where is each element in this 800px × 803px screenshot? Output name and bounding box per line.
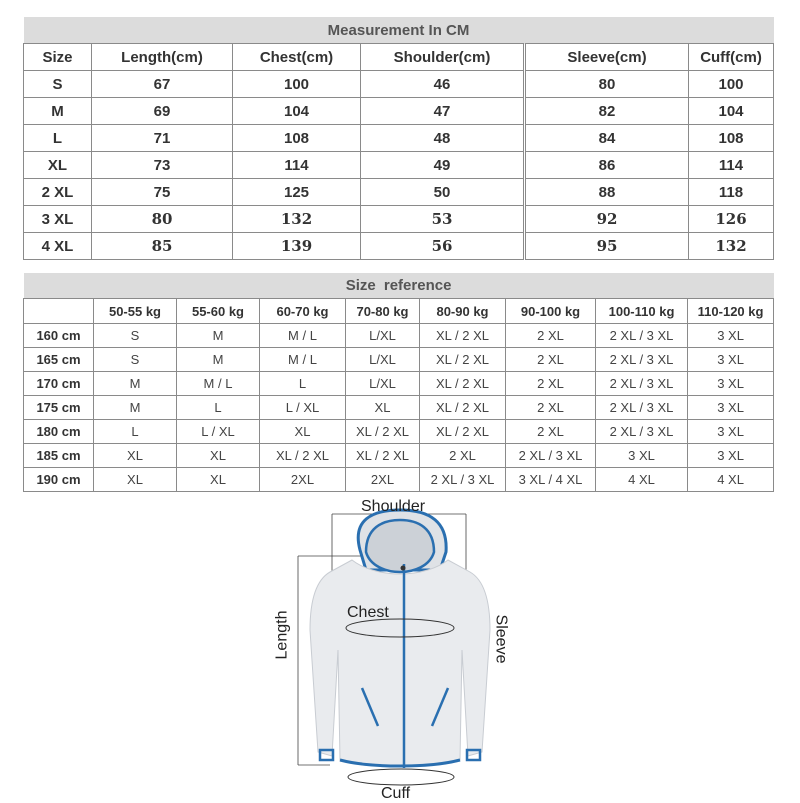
recommended-size-cell: 2 XL / 3 XL <box>506 444 596 468</box>
recommended-size-cell: M <box>94 372 177 396</box>
measurement-cell: 100 <box>689 71 774 98</box>
size-reference-row <box>24 324 774 348</box>
size-cell: 3 XL <box>24 206 92 233</box>
size-cell: 2 XL <box>24 179 92 206</box>
recommended-size-cell: M <box>177 324 260 348</box>
recommended-size-cell: 2 XL / 3 XL <box>596 396 688 420</box>
measurement-cell: 114 <box>233 152 361 179</box>
measurement-row <box>24 152 774 179</box>
size-cell: XL <box>24 152 92 179</box>
column-header: Length(cm) <box>92 44 233 71</box>
recommended-size-cell: XL / 2 XL <box>420 396 506 420</box>
recommended-size-cell: L/XL <box>346 372 420 396</box>
jacket-shape <box>310 510 490 785</box>
column-header: 80-90 kg <box>420 299 506 324</box>
jacket-measurement-diagram <box>0 490 800 800</box>
recommended-size-cell: XL / 2 XL <box>346 444 420 468</box>
measurement-cell: 49 <box>361 152 525 179</box>
height-cell: 165 cm <box>24 348 94 372</box>
recommended-size-cell: L <box>260 372 346 396</box>
cuff-label: Cuff <box>381 785 411 802</box>
recommended-size-cell: 3 XL <box>688 396 774 420</box>
sleeve-label: Sleeve <box>492 614 510 664</box>
column-header: 55-60 kg <box>177 299 260 324</box>
measurement-cell: 47 <box>361 98 525 125</box>
recommended-size-cell: XL / 2 XL <box>260 444 346 468</box>
measurement-cell: 108 <box>233 125 361 152</box>
column-header: 100-110 kg <box>596 299 688 324</box>
recommended-size-cell: 4 XL <box>688 468 774 492</box>
size-reference-row <box>24 468 774 492</box>
measurement-cell: 80 <box>92 206 233 233</box>
size-cell: S <box>24 71 92 98</box>
height-cell: 160 cm <box>24 324 94 348</box>
recommended-size-cell: 3 XL <box>688 372 774 396</box>
measurement-row <box>24 233 774 260</box>
measurement-cell: 100 <box>233 71 361 98</box>
recommended-size-cell: XL <box>177 468 260 492</box>
recommended-size-cell: S <box>94 324 177 348</box>
size-reference-title: Size reference <box>24 273 774 299</box>
recommended-size-cell: 2 XL / 3 XL <box>596 348 688 372</box>
measurement-cell: 67 <box>92 71 233 98</box>
recommended-size-cell: L/XL <box>346 324 420 348</box>
recommended-size-cell: 3 XL <box>596 444 688 468</box>
recommended-size-cell: XL <box>94 444 177 468</box>
size-cell: M <box>24 98 92 125</box>
measurement-cell: 71 <box>92 125 233 152</box>
measurement-cell: 69 <box>92 98 233 125</box>
height-cell: 175 cm <box>24 396 94 420</box>
measurement-cell: 46 <box>361 71 525 98</box>
recommended-size-cell: XL <box>94 468 177 492</box>
recommended-size-cell: M <box>94 396 177 420</box>
recommended-size-cell: XL / 2 XL <box>420 324 506 348</box>
measurement-cell: 53 <box>361 206 525 233</box>
measurement-row <box>24 206 774 233</box>
height-cell: 170 cm <box>24 372 94 396</box>
measurement-cell: 118 <box>689 179 774 206</box>
recommended-size-cell: 2 XL / 3 XL <box>596 324 688 348</box>
recommended-size-cell: 2 XL <box>506 420 596 444</box>
recommended-size-cell: 2XL <box>346 468 420 492</box>
measurement-cell: 126 <box>689 206 774 233</box>
measurement-row <box>24 125 774 152</box>
recommended-size-cell: L <box>177 396 260 420</box>
recommended-size-cell: M / L <box>260 324 346 348</box>
recommended-size-cell: 3 XL <box>688 348 774 372</box>
measurement-cell: 104 <box>689 98 774 125</box>
recommended-size-cell: M <box>177 348 260 372</box>
column-header: Cuff(cm) <box>689 44 774 71</box>
recommended-size-cell: XL <box>177 444 260 468</box>
recommended-size-cell: 2 XL / 3 XL <box>596 372 688 396</box>
recommended-size-cell: XL <box>346 396 420 420</box>
measurement-cell: 82 <box>525 98 689 125</box>
recommended-size-cell: L / XL <box>177 420 260 444</box>
measurement-cell: 108 <box>689 125 774 152</box>
height-cell: 185 cm <box>24 444 94 468</box>
size-reference-header-row <box>24 299 774 324</box>
measurement-cell: 56 <box>361 233 525 260</box>
recommended-size-cell: XL / 2 XL <box>420 348 506 372</box>
recommended-size-cell: 2 XL <box>506 396 596 420</box>
recommended-size-cell: 2 XL <box>506 372 596 396</box>
column-header: Size <box>24 44 92 71</box>
measurement-row <box>24 71 774 98</box>
measurement-cell: 132 <box>233 206 361 233</box>
measurement-cell: 132 <box>689 233 774 260</box>
height-cell: 180 cm <box>24 420 94 444</box>
recommended-size-cell: 3 XL <box>688 324 774 348</box>
recommended-size-cell: XL / 2 XL <box>420 420 506 444</box>
measurement-header-row <box>24 44 774 71</box>
measurement-cell: 86 <box>525 152 689 179</box>
recommended-size-cell: XL / 2 XL <box>420 372 506 396</box>
column-header <box>24 299 94 324</box>
recommended-size-cell: 4 XL <box>596 468 688 492</box>
recommended-size-cell: L / XL <box>260 396 346 420</box>
recommended-size-cell: M / L <box>177 372 260 396</box>
measurement-cell: 139 <box>233 233 361 260</box>
chest-label: Chest <box>347 604 389 621</box>
measurement-table <box>23 17 774 260</box>
column-header: 110-120 kg <box>688 299 774 324</box>
recommended-size-cell: L/XL <box>346 348 420 372</box>
measurement-cell: 80 <box>525 71 689 98</box>
size-cell: 4 XL <box>24 233 92 260</box>
size-reference-row <box>24 396 774 420</box>
measurement-cell: 95 <box>525 233 689 260</box>
shoulder-label: Shoulder <box>361 498 426 515</box>
recommended-size-cell: M / L <box>260 348 346 372</box>
size-reference-row <box>24 372 774 396</box>
column-header: 90-100 kg <box>506 299 596 324</box>
measurement-cell: 73 <box>92 152 233 179</box>
recommended-size-cell: 3 XL / 4 XL <box>506 468 596 492</box>
recommended-size-cell: 2 XL / 3 XL <box>596 420 688 444</box>
recommended-size-cell: 3 XL <box>688 444 774 468</box>
recommended-size-cell: XL <box>260 420 346 444</box>
measurement-cell: 50 <box>361 179 525 206</box>
length-label: Length <box>273 610 291 660</box>
recommended-size-cell: 2 XL <box>506 348 596 372</box>
recommended-size-cell: 2 XL / 3 XL <box>420 468 506 492</box>
recommended-size-cell: S <box>94 348 177 372</box>
column-header: Shoulder(cm) <box>361 44 525 71</box>
measurement-cell: 88 <box>525 179 689 206</box>
measurement-row <box>24 98 774 125</box>
measurement-cell: 104 <box>233 98 361 125</box>
measurement-title: Measurement In CM <box>24 17 774 44</box>
recommended-size-cell: 2 XL <box>506 324 596 348</box>
recommended-size-cell: 3 XL <box>688 420 774 444</box>
measurement-cell: 125 <box>233 179 361 206</box>
jacket-illustration <box>0 490 800 800</box>
column-header: 50-55 kg <box>94 299 177 324</box>
recommended-size-cell: L <box>94 420 177 444</box>
size-cell: L <box>24 125 92 152</box>
measurement-cell: 92 <box>525 206 689 233</box>
measurement-row <box>24 179 774 206</box>
size-reference-row <box>24 348 774 372</box>
recommended-size-cell: 2XL <box>260 468 346 492</box>
measurement-cell: 85 <box>92 233 233 260</box>
recommended-size-cell: XL / 2 XL <box>346 420 420 444</box>
size-reference-table <box>23 273 774 492</box>
size-reference-row <box>24 420 774 444</box>
measurement-cell: 75 <box>92 179 233 206</box>
height-cell: 190 cm <box>24 468 94 492</box>
column-header: Chest(cm) <box>233 44 361 71</box>
size-reference-row <box>24 444 774 468</box>
measurement-cell: 48 <box>361 125 525 152</box>
column-header: 70-80 kg <box>346 299 420 324</box>
measurement-cell: 114 <box>689 152 774 179</box>
recommended-size-cell: 2 XL <box>420 444 506 468</box>
measurement-cell: 84 <box>525 125 689 152</box>
column-header: Sleeve(cm) <box>525 44 689 71</box>
column-header: 60-70 kg <box>260 299 346 324</box>
